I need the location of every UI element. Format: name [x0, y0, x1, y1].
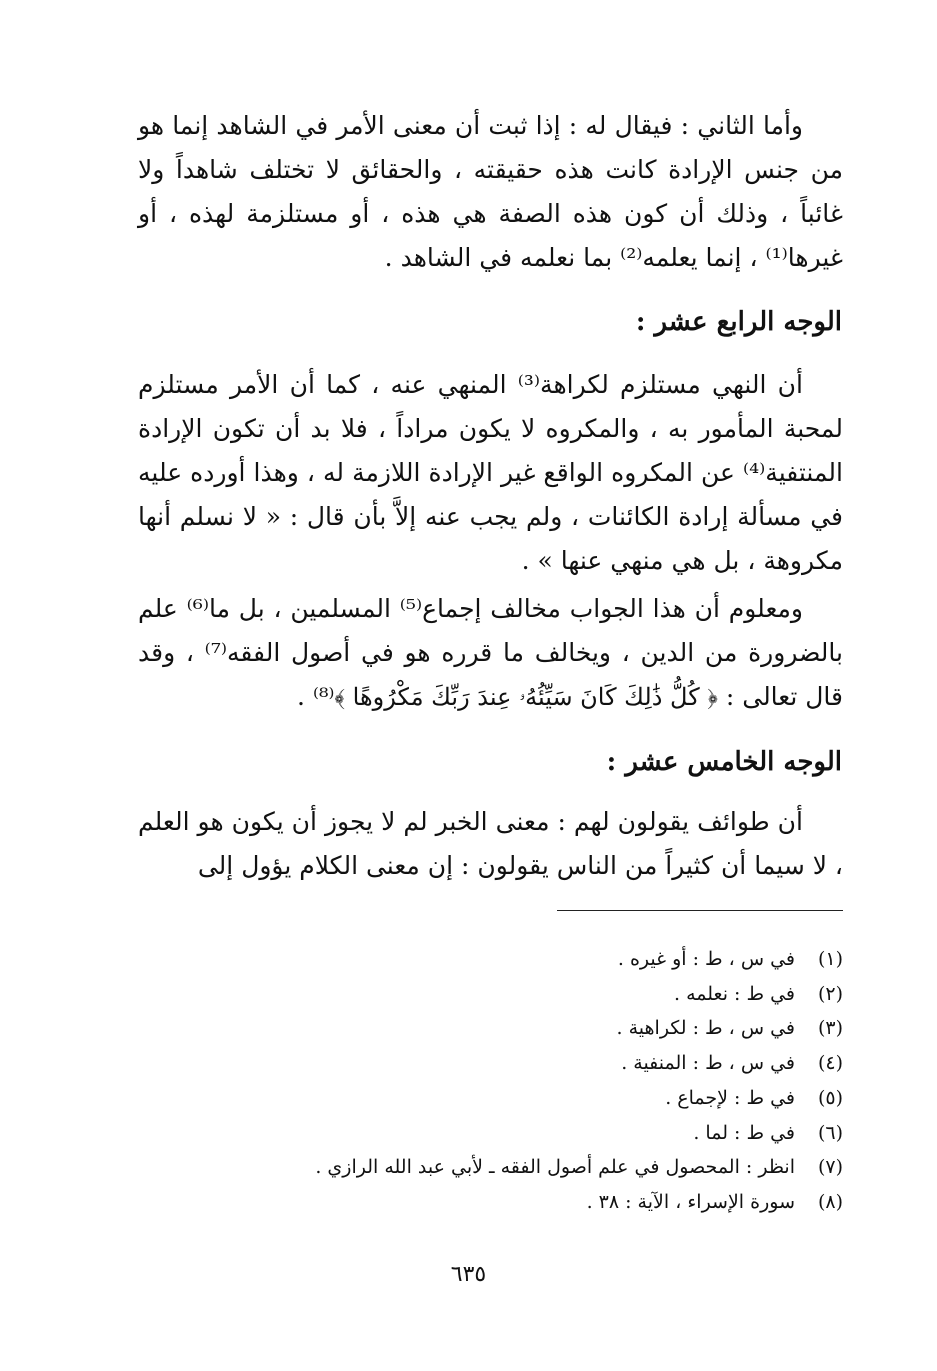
paragraph-consensus — [138, 587, 843, 719]
footnotes-list — [200, 942, 843, 1220]
paragraph-factions — [138, 800, 843, 888]
footnote-item — [200, 1046, 843, 1081]
footnote-divider — [557, 910, 843, 911]
footnote-item — [200, 977, 843, 1012]
section-heading-fourteenth: الوجه الرابع عشر : — [635, 307, 842, 337]
paragraph-text: أن طوائف يقولون لهم : معنى الخبر لم لا يجوز أن يكون هو العلم ، لا سيما أن كثيراً من الناس يقولون : إن معنى الكلام يؤول إلى — [138, 807, 843, 880]
page-number: ٦٣٥ — [450, 1262, 487, 1287]
footnote-item — [200, 1116, 843, 1151]
footnote-number: (١) — [817, 948, 843, 970]
footnote-number: (٤) — [817, 1052, 843, 1075]
footnote-text: في ط : لما . — [693, 1121, 795, 1144]
paragraph-text: أن النهي مستلزم لكراهة⁽³⁾ المنهي عنه ، كما أن الأمر مستلزم لمحبة المأمور به ، والمكروه لا يكون مراداً ، فلا بد أن تكون الإرادة المنتفية⁽⁴⁾ عن المكروه الواقع غير الإرادة اللازمة له ، وهذا أورده عليه في مسألة إرادة الكائنات ، ولم يجب عنه إلاَّ بأن قال : « لا نسلم أنها مكروهة ، بل هي منهي عنها » . — [138, 370, 843, 575]
footnote-text: في ط : لإجماع . — [665, 1086, 795, 1109]
paragraph-end: . — [297, 682, 313, 711]
footnote-text: في س ، ط : لكراهية . — [616, 1017, 795, 1040]
footnote-item — [200, 1185, 843, 1220]
footnote-number: (٦) — [817, 1121, 843, 1144]
paragraph-text: وأما الثاني : فيقال له : إذا ثبت أن معنى الأمر في الشاهد إنما هو من جنس الإرادة كانت هذه حقيقته ، والحقائق لا تختلف شاهداً ولا غائباً ، وذلك أن كون هذه الصفة هي هذه ، أو مستلزمة لهذه ، أو غيرها⁽¹⁾ ، إنما يعلمه⁽²⁾ بما نعلمه في الشاهد . — [138, 111, 843, 272]
footnote-text: في ط : نعلمه . — [673, 982, 795, 1005]
paragraph-body: ومعلوم أن هذا الجواب مخالف إجماع⁽⁵⁾ المسلمين ، بل ما⁽⁶⁾ علم بالضرورة من الدين ، ويخالف ما قرره هو في أصول الفقه⁽⁷⁾ ، وقد قال تعالى : — [138, 594, 843, 711]
footnote-text: انظر : المحصول في علم أصول الفقه ـ لأبي عبد الله الرازي . — [315, 1156, 795, 1179]
paragraph-text — [138, 587, 843, 719]
footnote-text: في س ، ط : أو غيره . — [617, 948, 795, 970]
footnote-number: (٢) — [817, 982, 843, 1005]
footnote-item — [200, 1011, 843, 1046]
footnote-item — [200, 1081, 843, 1116]
footnote-number: (٨) — [817, 1190, 843, 1213]
footnote-number: (٥) — [817, 1086, 843, 1109]
section-heading-fifteenth: الوجه الخامس عشر : — [606, 747, 842, 777]
footnote-item — [200, 1150, 843, 1185]
paragraph-second-reply — [138, 104, 843, 280]
footnote-number: (٣) — [817, 1017, 843, 1040]
paragraph-prohibition — [138, 363, 843, 583]
footnote-text: سورة الإسراء ، الآية : ٣٨ . — [586, 1190, 795, 1213]
footnote-text: في س ، ط : المنفية . — [621, 1052, 795, 1075]
footnote-number: (٧) — [817, 1156, 843, 1179]
quran-verse: ﴿ كُلُّ ذَٰلِكَ كَانَ سَيِّئُهُۥ عِندَ رَبِّكَ مَكْرُوهًا ﴾⁽⁸⁾ — [312, 683, 718, 711]
footnote-item — [200, 942, 843, 977]
